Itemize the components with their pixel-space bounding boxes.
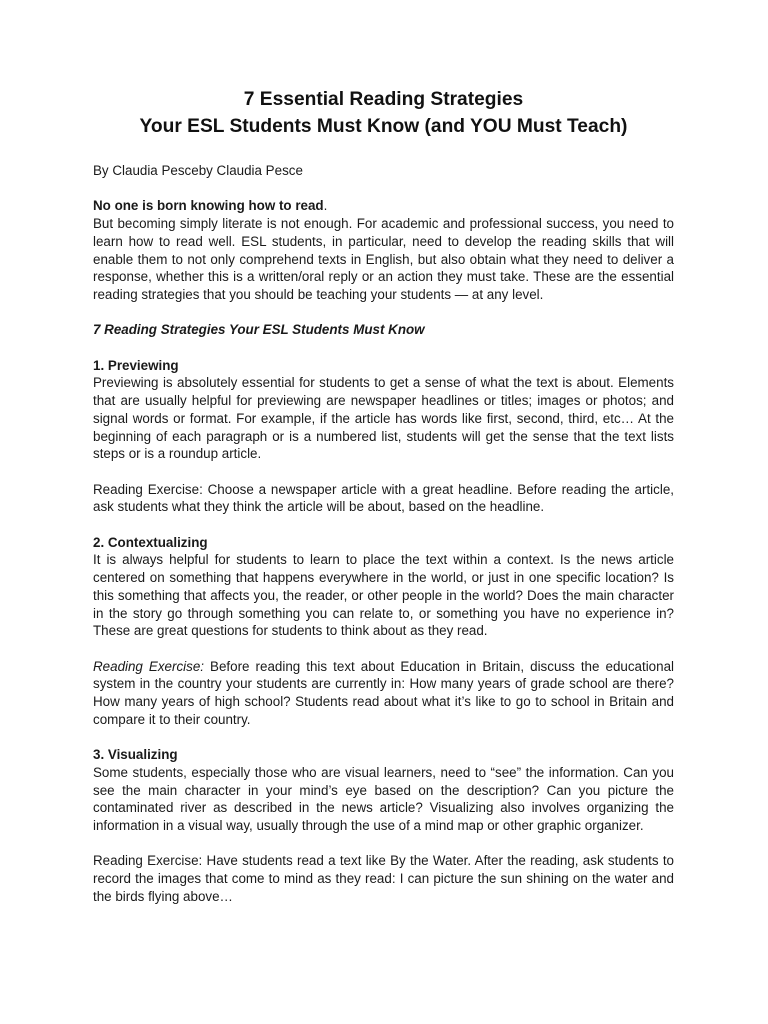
byline: By Claudia Pesceby Claudia Pesce: [93, 163, 303, 178]
strategy-body: Some students, especially those who are visual learners, need to “see” the information. Can you see the main character in your mind’s eye based on the description? Can you picture the contaminated river as described in the news article? Visualizing also involves organizing the information in a visual way, usually through the use of a mind map or other graphic organizer.: [93, 764, 674, 833]
strategy-heading: 3. Visualizing: [93, 747, 178, 763]
exercise-label: Reading Exercise:: [93, 481, 203, 497]
strategy-heading: 2. Contextualizing: [93, 534, 208, 550]
reading-exercise: [93, 481, 674, 516]
strategy-body: Previewing is absolutely essential for students to get a sense of what the text is about. Elements that are usually helpful for previewing are newspaper headlines or titles; images or photos; and signal words or format. For example, if the article has words like first, second, third, etc… At the beginning of each paragraph or is a numbered list, students will get the sense that the text lists steps or is a roundup article.: [93, 375, 674, 462]
exercise-text: Before reading this text about Education in Britain, discuss the educational system in the country your students are currently in: How many years of grade school are there? How many years of high school? Students read about what it’s like to go to school in Britain and compare it to their country.: [93, 658, 674, 727]
document-title: [93, 86, 674, 140]
section-heading: 7 Reading Strategies Your ESL Students Must Know: [93, 322, 425, 338]
reading-exercise: [93, 852, 674, 905]
strategy-body: It is always helpful for students to learn to place the text within a context. Is the news article centered on something that happens everywhere in the world, or just in one specific location? Is this something that affects you, the reader, or other people in the world? Does the main character in the story go through something you can relate to, or something you have no experience in? These are great questions for students to think about as they read.: [93, 552, 674, 639]
exercise-label: Reading Exercise:: [93, 853, 203, 869]
title-line-2: Your ESL Students Must Know (and YOU Must Teach): [139, 116, 628, 137]
intro-paragraph: But becoming simply literate is not enough. For academic and professional success, you need to learn how to read well. ESL students, in particular, need to develop the reading skills that will enable them to not only comprehend texts in English, but also obtain what they need to deliver a response, whether this is a written/oral reply or an action they must take. These are the essential reading strategies that you should be teaching your students — at any level.: [93, 216, 674, 302]
intro-lead: [93, 197, 674, 215]
intro-lead-bold: No one is born knowing how to read: [93, 198, 324, 214]
exercise-text: Have students read a text like By the Water. After the reading, ask students to record the images that come to mind as they read: I can picture the sun shining on the water and the birds flying above…: [93, 853, 675, 904]
exercise-label: Reading Exercise:: [93, 658, 204, 674]
title-line-1: 7 Essential Reading Strategies: [243, 89, 524, 110]
exercise-text: Choose a newspaper article with a great headline. Before reading the article, ask students what they think the article will be about, based on the headline.: [93, 481, 674, 515]
strategy-heading: 1. Previewing: [93, 357, 179, 373]
reading-exercise: [93, 658, 674, 729]
intro-lead-tail: .: [323, 198, 328, 214]
